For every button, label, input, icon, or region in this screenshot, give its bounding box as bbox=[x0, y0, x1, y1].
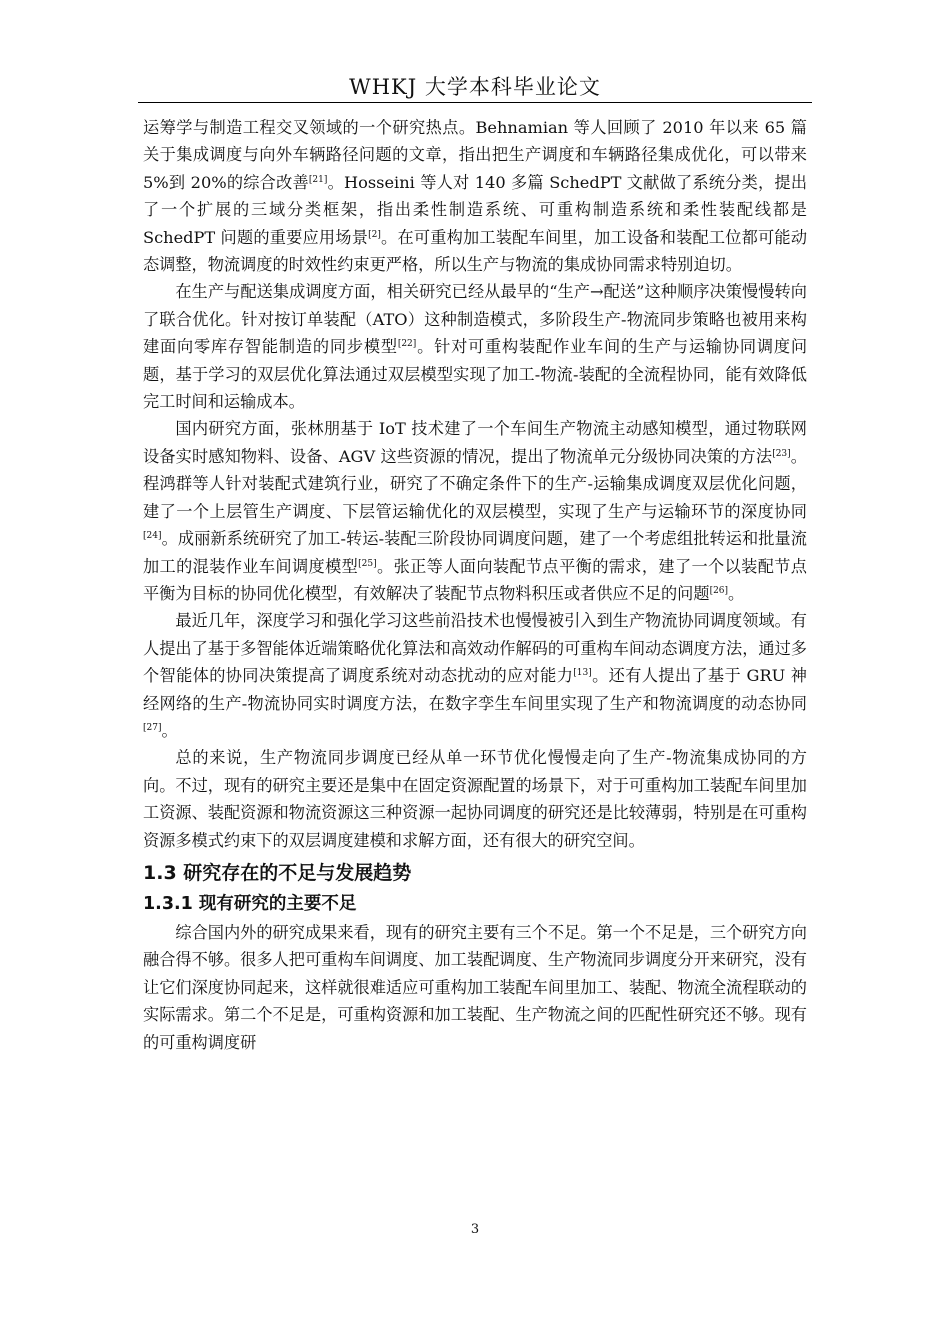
page-body bbox=[143, 114, 807, 1056]
citation: [26] bbox=[709, 585, 729, 596]
section-heading: 1.3 研究存在的不足与发展趋势 bbox=[143, 861, 412, 884]
header-title: WHKJ 大学本科毕业论文 bbox=[349, 75, 601, 99]
page-number: 3 bbox=[470, 1222, 480, 1237]
paragraph-2: 在生产与配送集成调度方面，相关研究已经从最早的“生产→配送”这种顺序决策慢慢转向了联合优化。针对按订单装配（ATO）这种制造模式，多阶段生产-物流同步策略也被用来构建面向零库存智能制造的同步模型[22]。针对可重构装配作业车间的生产与运输协同调度问题，基于学习的双层优化算法通过双层模型实现了加工-物流-装配的全流程协同，能有效降低完工时间和运输成本。 bbox=[143, 282, 808, 412]
citation: [13] bbox=[573, 668, 592, 679]
citation: [27] bbox=[143, 722, 162, 733]
paragraph-1: 运筹学与制造工程交叉领域的一个研究热点。Behnamian 等人回顾了 2010 年以来 65 篇关于集成调度与向外车辆路径问题的文章，指出把生产调度和车辆路径集成优化，可以带来 5%到 20%的综合改善[21]。Hosseini 等人对 140 多篇 SchedPT 文献做了系统分类，提出了一个扩展的三域分类框架，指出柔性制造系统、可重构制造系统和柔性装配线都是 SchedPT 问题的重要应用场景[2]。在可重构加工装配车间里，加工设备和装配工位都可能动态调整，物流调度的时效性约束更严格，所以生产与物流的集成协同需求特别迫切。 bbox=[143, 118, 808, 275]
citation: [2] bbox=[368, 229, 381, 240]
citation: [21] bbox=[308, 174, 328, 185]
citation: [23] bbox=[772, 448, 791, 459]
subsection-heading: 1.3.1 现有研究的主要不足 bbox=[143, 893, 357, 914]
citation: [24] bbox=[143, 531, 162, 542]
paragraph-6: 综合国内外的研究成果来看，现有的研究主要有三个不足。第一个不足是，三个研究方向融合得不够。很多人把可重构车间调度、加工装配调度、生产物流同步调度分开来研究，没有让它们深度协同起来，这样就很难适应可重构加工装配车间里加工、装配、物流全流程联动的实际需求。第二个不足是，可重构资源和加工装配、生产物流之间的匹配性研究还不够。现有的可重构调度研 bbox=[143, 922, 807, 1052]
citation: [22] bbox=[397, 339, 417, 350]
paragraph-3: 国内研究方面，张林朋基于 IoT 技术建了一个车间生产物流主动感知模型，通过物联网设备实时感知物料、设备、AGV 这些资源的情况，提出了物流单元分级协同决策的方法[23]。程鸿群等人针对装配式建筑行业，研究了不确定条件下的生产-运输集成调度双层优化问题，建了一个上层管生产调度、下层管运输优化的双层模型，实现了生产与运输环节的深度协同[24]。成丽新系统研究了加工-转运-装配三阶段协同调度问题，建了一个考虑组批转运和批量流加工的混装作业车间调度模型[25]。张正等人面向装配节点平衡的需求，建了一个以装配节点平衡为目标的协同优化模型，有效解决了装配节点物料积压或者供应不足的问题[26]。 bbox=[143, 419, 807, 603]
page-header bbox=[138, 72, 812, 103]
citation: [25] bbox=[358, 558, 377, 569]
paragraph-4: 最近几年，深度学习和强化学习这些前沿技术也慢慢被引入到生产物流协同调度领域。有人提出了基于多智能体近端策略优化算法和高效动作解码的可重构车间动态调度方法，通过多个智能体的协同决策提高了调度系统对动态扰动的应对能力[13]。还有人提出了基于 GRU 神经网络的生产-物流协同实时调度方法，在数字孪生车间里实现了生产和物流调度的动态协同[27]。 bbox=[143, 611, 807, 740]
paragraph-5: 总的来说，生产物流同步调度已经从单一环节优化慢慢走向了生产-物流集成协同的方向。不过，现有的研究主要还是集中在固定资源配置的场景下，对于可重构加工装配车间里加工资源、装配资源和物流资源这三种资源一起协同调度的研究还是比较薄弱，特别是在可重构资源多模式约束下的双层调度建模和求解方面，还有很大的研究空间。 bbox=[143, 748, 807, 850]
